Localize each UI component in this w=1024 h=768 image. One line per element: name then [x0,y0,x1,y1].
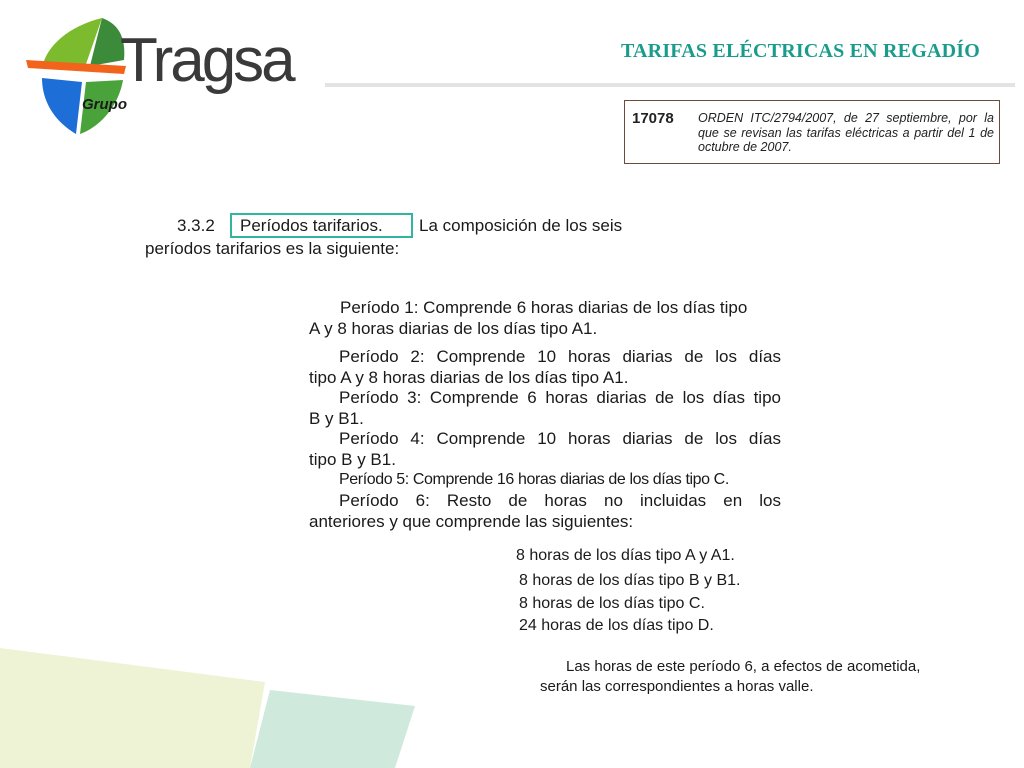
period-3-line1: Período 3: Comprende 6 horas diarias de los días tipo [339,388,781,407]
period-6-line2: anteriores y que comprende las siguientes: [309,512,634,531]
period-2-line2: tipo A y 8 horas diarias de los días tipo A1. [309,368,629,387]
period-6-item: 24 horas de los días tipo D. [519,617,714,634]
period-1-line2: A y 8 horas diarias de los días tipo A1. [309,319,598,338]
period-6-item: 8 horas de los días tipo C. [519,595,705,612]
period-6-line1: Período 6: Resto de horas no incluidas en los [339,491,781,510]
note-line2: serán las correspondientes a horas valle. [540,678,814,695]
period-1-line1: Período 1: Comprende 6 horas diarias de los días tipo [340,298,748,317]
slide-title: TARIFAS ELÉCTRICAS EN REGADÍO [620,40,980,62]
period-6-item: 8 horas de los días tipo A y A1. [516,547,735,564]
order-description: ORDEN ITC/2794/2007, de 27 septiembre, por la que se revisan las tarifas eléctricas a partir del 1 de octubre de 2007. [698,111,994,154]
title-divider [325,83,1015,87]
period-4-line1: Período 4: Comprende 10 horas diarias de los días [339,429,781,448]
order-number: 17078 [632,110,674,127]
section-intro-line2: períodos tarifarios es la siguiente: [145,239,400,258]
decorative-bottom-shapes [0,640,430,768]
period-6-item: 8 horas de los días tipo B y B1. [519,572,741,589]
logo-subtitle: Grupo [82,96,127,113]
note-line1: Las horas de este período 6, a efectos de acometida, [566,658,921,675]
period-4-line2: tipo B y B1. [309,450,396,469]
section-number: 3.3.2 [177,216,215,235]
tragsa-logo-mark [24,16,134,136]
logo-wordmark: Tragsa [120,26,293,95]
section-heading: Períodos tarifarios. [240,216,383,235]
period-3-line2: B y B1. [309,409,364,428]
period-2-line1: Período 2: Comprende 10 horas diarias de los días [339,347,781,366]
period-5-line1: Período 5: Comprende 16 horas diarias de los días tipo C. [339,471,729,488]
section-intro-rest: La composición de los seis [419,216,623,235]
